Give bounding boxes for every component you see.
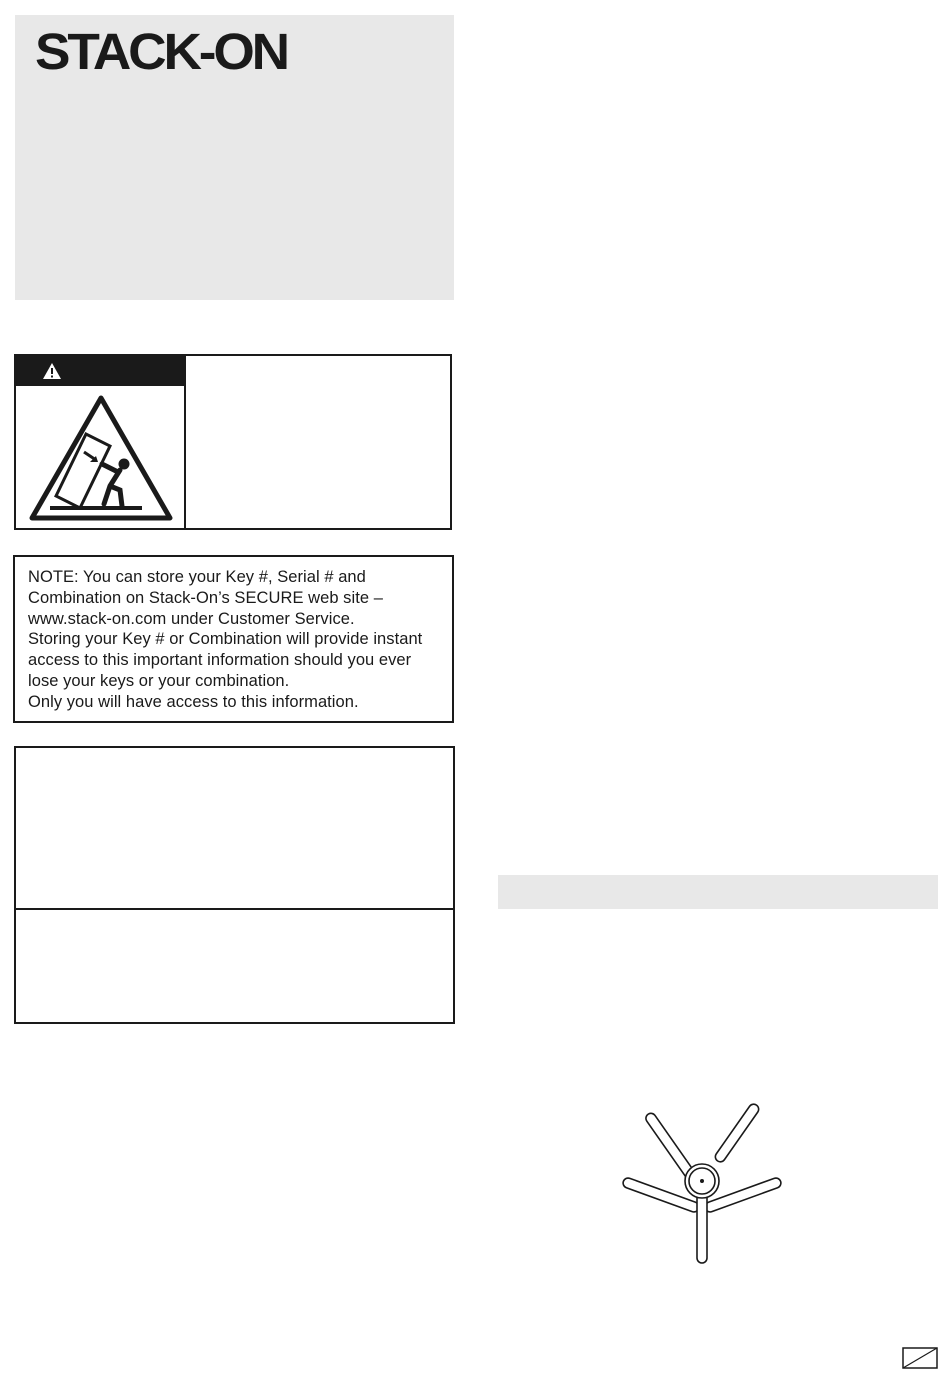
header-panel <box>15 15 454 300</box>
section-header-band <box>498 875 938 909</box>
logo-text: STACK-ON <box>35 29 288 73</box>
alert-triangle-icon <box>42 362 62 380</box>
warning-divider <box>184 356 186 528</box>
warning-box <box>14 354 452 530</box>
tip-over-warning-icon <box>28 394 174 522</box>
five-spoke-handle-icon <box>615 1097 790 1269</box>
record-box-lower <box>14 908 455 1024</box>
note-text: NOTE: You can store your Key #, Serial # and Combination on Stack-On’s SECURE web site – www.stack-on.com under Customer Service. Storing your Key # or Combination will provide instant access to this important information should you ever lose your keys or your combination. Only you will have access to this information. <box>28 568 423 711</box>
warning-header-bar <box>16 356 184 386</box>
record-box-upper <box>14 746 455 910</box>
note-box <box>13 555 454 723</box>
stack-on-logo <box>35 29 290 73</box>
page-corner-mark <box>902 1347 938 1369</box>
